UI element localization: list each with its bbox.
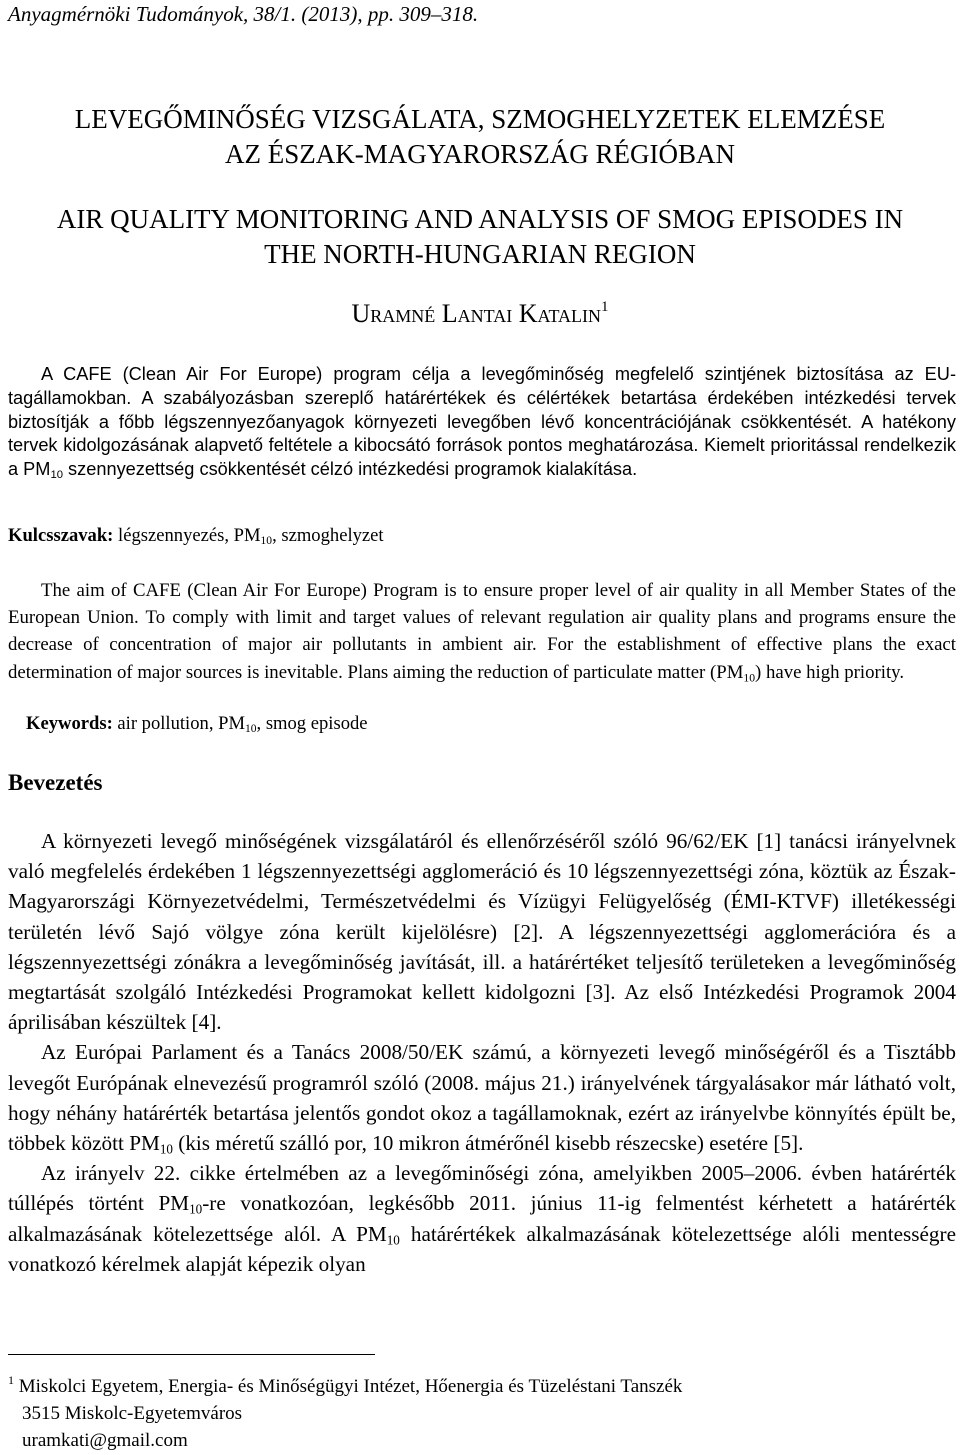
footnote-line-2: 3515 Miskolc-Egyetemváros (22, 1403, 243, 1424)
footnote (8, 1373, 682, 1454)
abstract-hungarian (8, 363, 956, 482)
body-p2-text-a: Az Európai Parlament és a Tanács 2008/50/EK számú, a környezeti levegő minőségéről és a Tisztább levegőt Európának elnevezésű programról szóló (2008. május 21.) irányelvének tárgyalásakor már látható volt, hogy néhány határérték betartása jelentős gondot okoz a tagállamoknak, ezért az irányelvbe könnyítés épült be, többek között PM (8, 1040, 956, 1156)
title-hungarian (0, 102, 960, 172)
keywords-en-text-b: , smog episode (256, 713, 368, 734)
body-p3-text-b: -re vonatkozóan, legkésőbb 2011. június 11-ig felmentést kérhetett a határérték alkalmazásának kötelezettsége alól. A PM (8, 1191, 956, 1246)
keywords-en-text-a: air pollution, PM (112, 713, 245, 734)
body-paragraph-1: A környezeti levegő minőségének vizsgálatáról és ellenőrzéséről szóló 96/62/EK [1] tanácsi irányelvnek való megfelelés érdekében 1 légszennyezettségi agglomeráció és 10 légszennyezettségi zóna, köztük az Észak-Magyarországi Környezetvédelmi, Természetvédelmi és Vízügyi Felügyelőség (ÉMI-KTVF) illetékességi területén lévő Sajó völgye zóna került kijelölésre) [2]. A légszennyezettségi agglomerációra és a légszennyezettségi zónákra a levegőminőség javítását, ill. a határértéket teljesítő területeken a levegőminőség megtartását szolgáló Intézkedési Programokat kellett kidolgozni [3]. Az első Intézkedési Programok 2004 áprilisában készültek [4]. (8, 829, 956, 1035)
body-text (8, 826, 956, 1279)
body-paragraph-2 (8, 1037, 956, 1158)
author-name: Uramné Lantai Katalin (351, 299, 602, 328)
keywords-hu-text-b: , szmoghelyzet (272, 525, 384, 546)
footnote-affiliation: Miskolci Egyetem, Energia- és Minőségügyi Intézet, Hőenergia és Tüzeléstani Tanszék (14, 1376, 683, 1397)
body-paragraph-3 (8, 1158, 956, 1279)
body-p2-subscript: 10 (159, 1141, 173, 1157)
abstract-hu-text-2: szennyezettség csökkentését célzó intézkedési programok kialakítása. (62, 459, 638, 480)
body-p3-text-a: Az irányelv 22. cikke értelmében az a levegőminőségi zóna, amelyikben 2005–2006. évben határérték túllépés történt PM (8, 1161, 956, 1216)
body-p3-text-c: határértékek alkalmazásának kötelezettsége alóli mentességre vonatkozó kérelmek alapját képezik olyan (8, 1221, 956, 1276)
keywords-hu-subscript: 10 (260, 535, 273, 548)
keywords-hu-text-a: légszennyezés, PM (113, 525, 261, 546)
abstract-hu-subscript: 10 (50, 469, 63, 482)
title-en-line-1: AIR QUALITY MONITORING AND ANALYSIS OF SMOG EPISODES IN (56, 204, 904, 234)
author-footnote-mark: 1 (601, 299, 609, 315)
footnote-email-link[interactable]: uramkati@gmail.com (22, 1430, 188, 1451)
body-p3-subscript-1: 10 (189, 1202, 203, 1218)
keywords-hungarian (8, 525, 956, 547)
keywords-hu-label: Kulcsszavak: (8, 525, 114, 546)
abstract-hu-text-1: A CAFE (Clean Air For Europe) program célja a levegőminőség megfelelő szintjének biztosítása az EU-tagállamokban. A szabályozásban szereplő határértékek és célértékek betartása érdekében intézkedési tervek biztosítják a főbb légszennyezőanyagok környezeti levegőben lévő koncentrációjának csökkentését. A hatékony tervek kidolgozásának alapvető feltétele a kibocsátó források pontos meghatározása. Kiemelt prioritással rendelkezik a PM (8, 364, 956, 480)
author-line (0, 299, 960, 329)
abstract-en-text-2: ) have high priority. (755, 661, 905, 683)
title-hu-line-1: LEVEGŐMINŐSÉG VIZSGÁLATA, SZMOGHELYZETEK ELEMZÉSE (74, 104, 886, 134)
footnote-line-1 (8, 1373, 682, 1400)
section-heading: Bevezetés (8, 770, 103, 795)
body-p2-text-b: (kis méretű szálló por, 10 mikron átmérőnél kisebb részecske) esetére [5]. (172, 1131, 804, 1156)
keywords-english (8, 713, 956, 735)
title-hu-line-2: AZ ÉSZAK-MAGYARORSZÁG RÉGIÓBAN (224, 139, 735, 169)
footnote-mark: 1 (8, 1373, 14, 1387)
title-english (0, 202, 960, 272)
journal-citation: Anyagmérnöki Tudományok, 38/1. (2013), pp. 309–318. (8, 2, 479, 26)
footnote-separator (8, 1354, 375, 1355)
body-p3-subscript-2: 10 (386, 1232, 400, 1248)
keywords-en-subscript: 10 (245, 723, 257, 736)
abstract-english (8, 577, 956, 686)
abstract-en-subscript: 10 (743, 670, 756, 684)
keywords-en-label: Keywords: (26, 713, 113, 734)
title-en-line-2: THE NORTH-HUNGARIAN REGION (264, 239, 696, 269)
abstract-en-paragraph (8, 577, 956, 686)
abstract-hu-paragraph (8, 363, 956, 482)
abstract-en-text-1: The aim of CAFE (Clean Air For Europe) Program is to ensure proper level of air quality in all Member States of the European Union. To comply with limit and target values of relevant regulation air quality plans and programs ensure the decrease of concentration of major air pollutants in ambient air. For the establishment of effective plans the exact determination of major sources is inevitable. Plans aiming the reduction of particulate matter (PM (8, 580, 956, 683)
